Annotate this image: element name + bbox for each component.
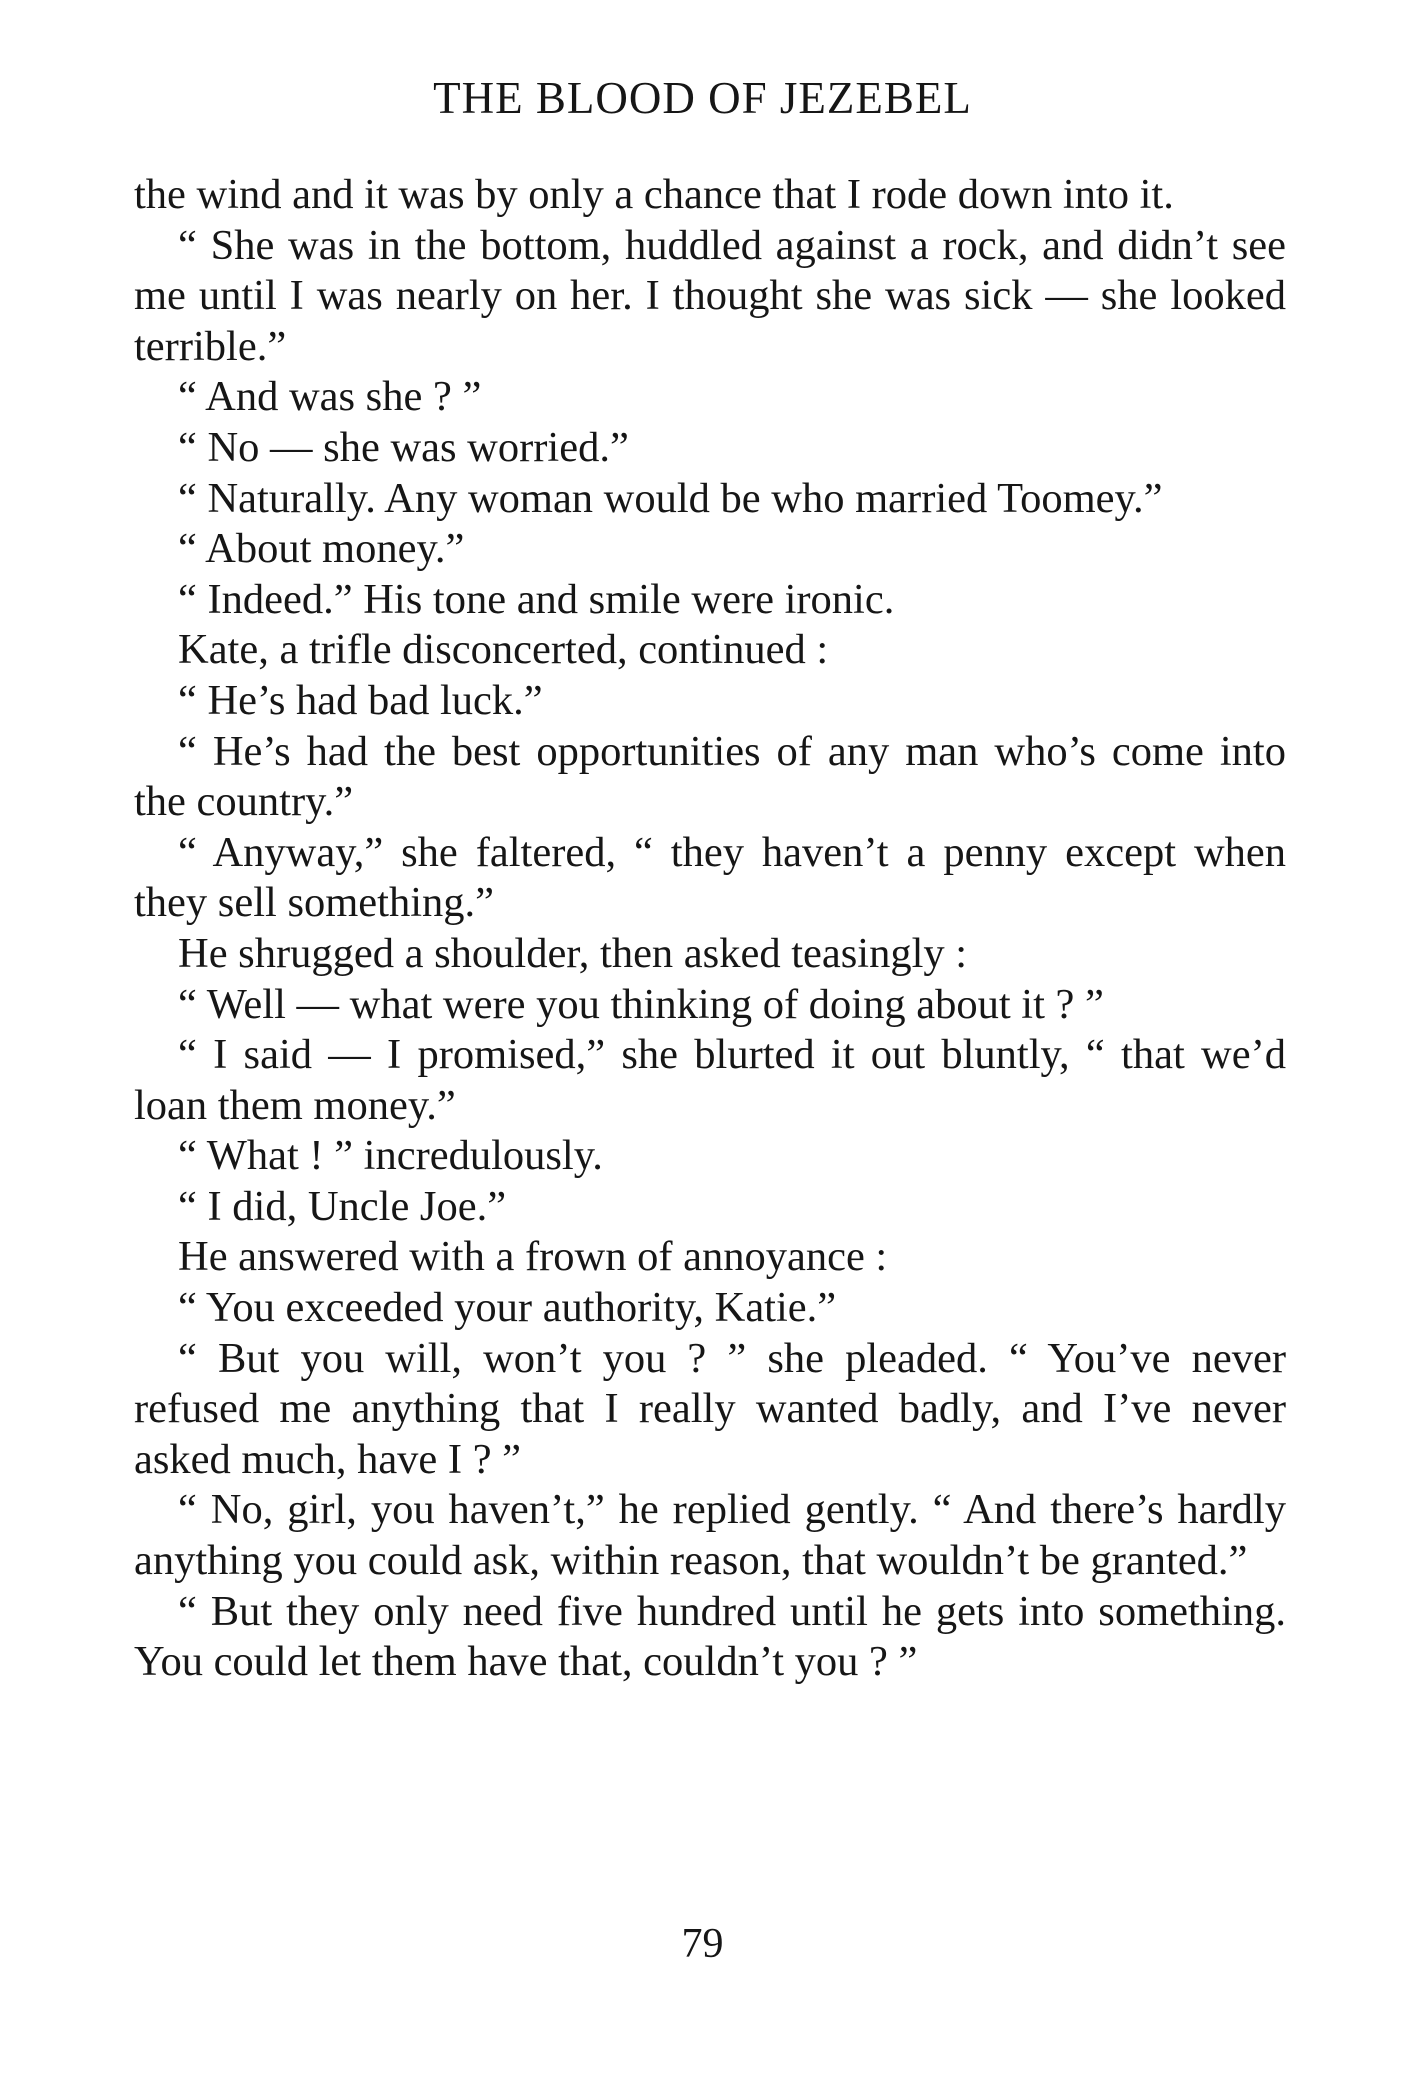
paragraph: “ Naturally. Any woman would be who married Toomey.”: [178, 474, 1163, 522]
paragraph: “ But they only need five hundred until he gets into something. You could let them have that, couldn’t you ? ”: [134, 1587, 1286, 1686]
paragraph: “ You exceeded your authority, Katie.”: [178, 1284, 837, 1332]
paragraph: “ I said — I promised,” she blurted it out bluntly, “ that we’d loan them money.”: [134, 1031, 1286, 1129]
paragraph: “ Indeed.” His tone and smile were ironic.: [178, 575, 895, 623]
paragraph: “ About money.”: [178, 525, 465, 573]
paragraph: “ She was in the bottom, huddled against a rock, and didn’t see me until I was nearly on her. I thought she was sick — she looked terrible.”: [134, 221, 1286, 370]
paragraph: “ And was she ? ”: [178, 373, 482, 421]
paragraph: He answered with a frown of annoyance :: [178, 1233, 888, 1281]
paragraph: “ No — she was worried.”: [178, 423, 629, 471]
paragraph: “ Anyway,” she faltered, “ they haven’t a penny except when they sell something.”: [134, 828, 1286, 927]
running-title: THE BLOOD OF JEZEBEL: [433, 73, 972, 123]
paragraph: the wind and it was by only a chance that I rode down into it.: [134, 171, 1174, 218]
body-text: [134, 170, 1286, 1688]
paragraph: “ He’s had bad luck.”: [178, 676, 543, 724]
paragraph: “ No, girl, you haven’t,” he replied gently. “ And there’s hardly anything you could ask, within reason, that wouldn’t be granted.”: [134, 1486, 1286, 1585]
paragraph: “ Well — what were you thinking of doing about it ? ”: [178, 980, 1104, 1028]
paragraph: “ But you will, won’t you ? ” she pleaded. “ You’ve never refused me anything that I really wanted badly, and I’ve never asked much, have I ? ”: [134, 1334, 1286, 1483]
paragraph: “ He’s had the best opportunities of any man who’s come into the country.”: [134, 727, 1286, 826]
page-number: 79: [681, 1921, 724, 1967]
paragraph: He shrugged a shoulder, then asked teasingly :: [178, 929, 968, 977]
paragraph: Kate, a trifle disconcerted, continued :: [178, 626, 829, 674]
paragraph: “ What ! ” incredulously.: [178, 1132, 603, 1180]
paragraph: “ I did, Uncle Joe.”: [178, 1182, 507, 1230]
